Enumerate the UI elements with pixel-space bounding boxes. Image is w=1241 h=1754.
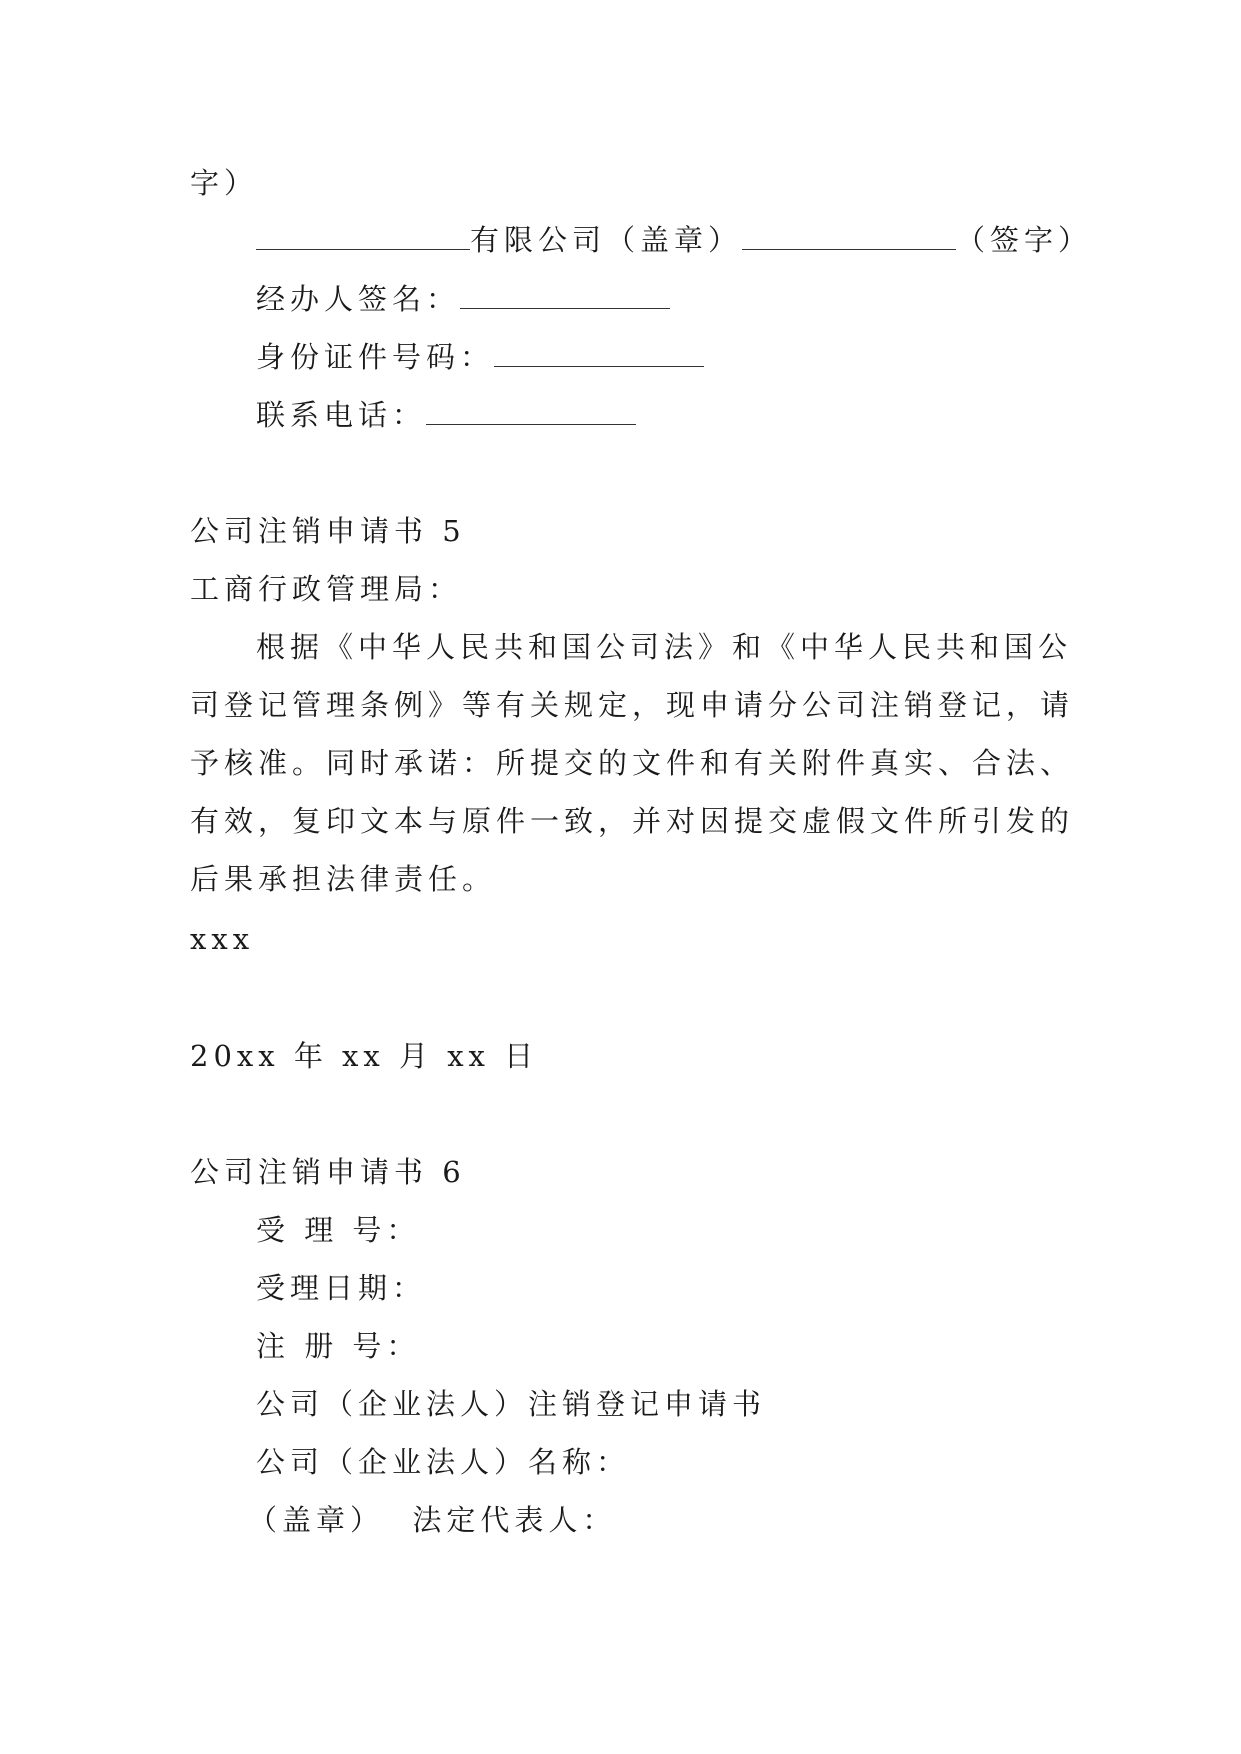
- app5-body-line-3: 予核准。同时承诺：所提交的文件和有关附件真实、合法、: [190, 746, 1075, 780]
- app5-signer: xxx: [190, 922, 255, 956]
- app6-accept-date: 受理日期：: [256, 1271, 427, 1305]
- app6-form-title: 公司（企业法人）注销登记申请书: [256, 1387, 767, 1421]
- app6-title: 公司注销申请书 6: [190, 1155, 466, 1189]
- app6-company-name: 公司（企业法人）名称：: [256, 1445, 631, 1479]
- phone-line: [256, 395, 636, 435]
- id-number-label: 身份证件号码：: [256, 340, 495, 374]
- phone-blank: [426, 396, 636, 425]
- app5-addressee: 工商行政管理局：: [190, 572, 463, 606]
- sign-label: （签字）: [956, 223, 1093, 257]
- app6-reg-no: 注 册 号：: [256, 1329, 421, 1363]
- app5-title: 公司注销申请书 5: [190, 514, 466, 548]
- company-seal-label: 有限公司（盖章）: [470, 223, 743, 257]
- company-name-blank: [256, 221, 470, 250]
- id-number-line: [256, 337, 704, 377]
- app6-seal-representative: （盖章） 法定代表人：: [248, 1503, 617, 1537]
- id-number-blank: [494, 338, 704, 367]
- app5-body-line-5: 后果承担法律责任。: [190, 862, 497, 896]
- fragment-tail: 字）: [190, 166, 259, 200]
- app5-body-line-4: 有效，复印文本与原件一致，并对因提交虚假文件所引发的: [190, 804, 1075, 838]
- phone-label: 联系电话：: [256, 398, 427, 432]
- app5-body-line-2: 司登记管理条例》等有关规定，现申请分公司注销登记，请: [190, 688, 1075, 722]
- company-seal-line: [256, 220, 1092, 260]
- app6-accept-no: 受 理 号：: [256, 1213, 421, 1247]
- handler-sign-line: [256, 279, 670, 319]
- handler-sign-blank: [460, 280, 670, 309]
- app5-body-line-1: 根据《中华人民共和国公司法》和《中华人民共和国公: [256, 630, 1073, 664]
- app5-date: 20xx 年 xx 月 xx 日: [190, 1039, 539, 1073]
- handler-sign-label: 经办人签名：: [256, 282, 461, 316]
- signature-blank: [742, 221, 956, 250]
